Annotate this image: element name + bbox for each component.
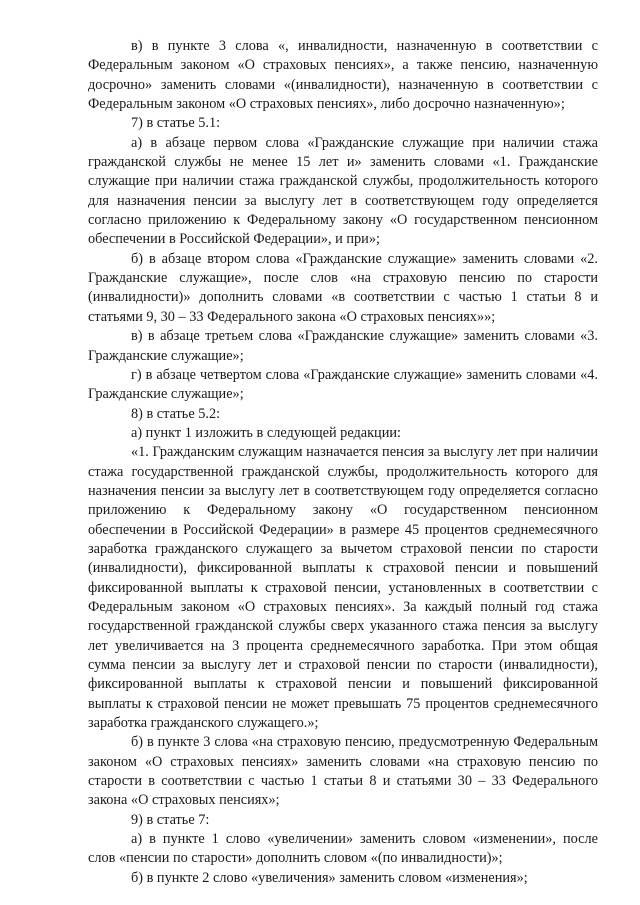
paragraph-article-5-1-heading: 7) в статье 5.1:	[131, 115, 221, 132]
paragraph-5-2-new-text: «1. Гражданским служащим назначается пенсия за выслугу лет при наличии стажа государственной гражданской службы, продолжительность которого для назначения пенсии за выслугу лет в соответствующем году определяется согласно приложению к Федеральному закону «О государственном пенсионном обеспечении в Российской Федерации» в размере 45 процентов среднемесячного заработка гражданского служащего за вычетом страховой пенсии по старости (инвалидности), фиксированной выплаты к страховой пенсии и повышений фиксированной выплаты к страховой пенсии, установленных в соответствии с Федеральным законом «О страховых пенсиях». За каждый полный год стажа государственной гражданской службы сверх указанного стажа пенсия за выслугу лет увеличивается на 3 процента среднемесячного заработка. При этом общая сумма пенсии за выслугу лет и страховой пенсии по старости (инвалидности), фиксированной выплаты к страховой пенсии и повышений фиксированной выплаты к страховой пенсии не может превышать 75 процентов среднемесячного заработка гражданского служащего.»;	[88, 444, 598, 732]
paragraph-5-1-g: г) в абзаце четвертом слова «Гражданские служащие» заменить словами «4. Гражданские служащие»;	[88, 366, 598, 403]
paragraph-5-1-b: б) в абзаце втором слова «Гражданские служащие» заменить словами «2. Гражданские служащие», после слов «на страховую пенсию по старости (инвалидности)» дополнить словами «в соответствии с частью 1 статьи 8 и статьями 9, 30 – 33 Федерального закона «О страховых пенсиях»»;	[88, 250, 598, 325]
document-page	[88, 37, 598, 888]
paragraph-5-1-a: а) в абзаце первом слова «Гражданские служащие при наличии стажа гражданской службы не менее 15 лет и» заменить словами «1. Гражданские служащие при наличии стажа гражданской службы, продолжительность которого для назначения пенсии за выслугу лет в соответствующем году определяется согласно приложению к Федеральному закону «О государственном пенсионном обеспечении в Российской Федерации», и при»;	[88, 134, 598, 248]
paragraph-7-a: а) в пункте 1 слово «увеличении» заменить словом «изменении», после слов «пенсии по старости» дополнить словом «(по инвалидности)»;	[88, 831, 598, 867]
paragraph-article-5-2-heading: 8) в статье 5.2:	[131, 405, 221, 422]
paragraph-article-7-heading: 9) в статье 7:	[131, 811, 210, 828]
paragraph-item-3-v: в) в пункте 3 слова «, инвалидности, назначенную в соответствии с Федеральным законом «О страховых пенсиях», а также пенсию, назначенную досрочно» заменить словами «(инвалидности), назначенную в соответствии с Федеральным законом «О страховых пенсиях», либо досрочно назначенную»;	[88, 38, 598, 113]
paragraph-7-b: б) в пункте 2 слово «увеличения» заменить словом «изменения»;	[131, 869, 528, 886]
paragraph-5-2-b: б) в пункте 3 слова «на страховую пенсию, предусмотренную Федеральным законом «О страховых пенсиях» заменить словами «на страховую пенсию по старости в соответствии с частью 1 статьи 8 и статьями 30 – 33 Федерального закона «О страховых пенсиях»;	[88, 734, 598, 809]
paragraph-5-2-a: а) пункт 1 изложить в следующей редакции:	[131, 424, 401, 441]
paragraph-5-1-v: в) в абзаце третьем слова «Гражданские служащие» заменить словами «3. Гражданские служащие»;	[88, 328, 598, 364]
